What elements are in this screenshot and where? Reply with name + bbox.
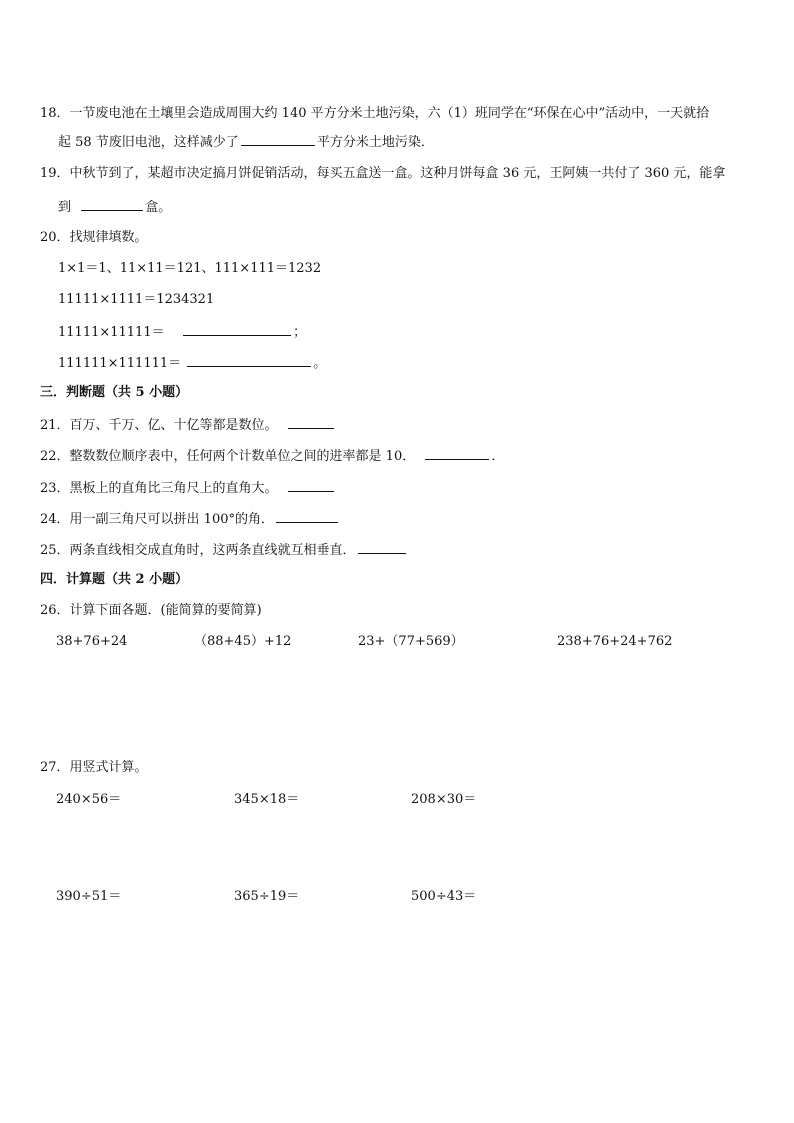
question-23-text: 23．黑板上的直角比三角尺上的直角大。 (40, 481, 278, 496)
question-18-text: 起 58 节废旧电池，这样减少了 (58, 135, 239, 150)
section-heading-calculation: 四．计算题（共 2 小题） (40, 572, 189, 587)
question-19-line1: 19．中秋节到了，某超市决定搞月饼促销活动，每买五盒送一盒。这种月饼每盒 36 元，王阿姨一共付了 360 元，能拿 (40, 166, 726, 181)
pattern-line-1: 1×1＝1、11×11＝121、111×111＝1232 (58, 261, 322, 276)
answer-blank[interactable] (425, 445, 489, 460)
question-18-line1: 18．一节废电池在土壤里会造成周围大约 140 平方分米土地污染，六（1）班同学在“环保在心中”活动中，一天就拾 (40, 106, 710, 121)
question-18-line2 (58, 131, 434, 153)
vertical-calc-item: 390÷51＝ (56, 889, 122, 904)
pattern-line-3 (58, 321, 306, 343)
question-21-text: 21．百万、千万、亿、十亿等都是数位。 (40, 418, 278, 433)
question-25 (40, 539, 408, 561)
calc-item: （88+45）+12 (194, 634, 292, 649)
vertical-calc-item: 240×56＝ (56, 792, 122, 807)
answer-blank[interactable] (358, 539, 406, 554)
question-23 (40, 477, 336, 499)
question-24-text: 24．用一副三角尺可以拼出 100°的角． (40, 512, 274, 527)
vertical-calc-item: 208×30＝ (411, 792, 477, 807)
punctuation: ； (293, 325, 307, 340)
pattern-line-2: 11111×1111＝1234321 (58, 292, 215, 307)
answer-blank[interactable] (276, 508, 338, 523)
question-18-text-end: 平方分米土地污染． (316, 135, 434, 150)
answer-blank[interactable] (288, 477, 334, 492)
vertical-calc-item: 500÷43＝ (411, 889, 477, 904)
pattern-line-4 (58, 352, 326, 374)
question-19-text-end: 盒。 (145, 200, 172, 215)
section-heading-judgment: 三．判断题（共 5 小题） (40, 385, 189, 400)
pattern-expression: 11111×11111＝ (58, 325, 165, 340)
question-21 (40, 414, 336, 436)
answer-blank[interactable] (81, 196, 143, 211)
calc-item: 23+（77+569） (358, 634, 464, 649)
vertical-calc-item: 365÷19＝ (234, 889, 300, 904)
question-25-text: 25．两条直线相交成直角时，这两条直线就互相垂直． (40, 543, 356, 558)
vertical-calc-item: 345×18＝ (234, 792, 300, 807)
punctuation: ． (491, 449, 505, 464)
question-19-text: 到 (58, 200, 72, 215)
question-22-text: 22．整数数位顺序表中，任何两个计数单位之间的进率都是 10． (40, 449, 416, 464)
answer-blank[interactable] (241, 131, 315, 146)
question-22 (40, 445, 505, 467)
pattern-expression: 111111×111111＝ (58, 356, 182, 371)
answer-blank[interactable] (288, 414, 334, 429)
question-26-title: 26．计算下面各题．(能简算的要简算) (40, 603, 262, 618)
question-20-title: 20．找规律填数。 (40, 230, 148, 245)
question-27-title: 27．用竖式计算。 (40, 760, 148, 775)
answer-blank[interactable] (183, 321, 291, 336)
question-24 (40, 508, 340, 530)
punctuation: 。 (313, 356, 327, 371)
calc-item: 238+76+24+762 (557, 634, 673, 649)
question-19-line2 (58, 196, 171, 218)
calc-item: 38+76+24 (56, 634, 128, 649)
answer-blank[interactable] (187, 352, 311, 367)
